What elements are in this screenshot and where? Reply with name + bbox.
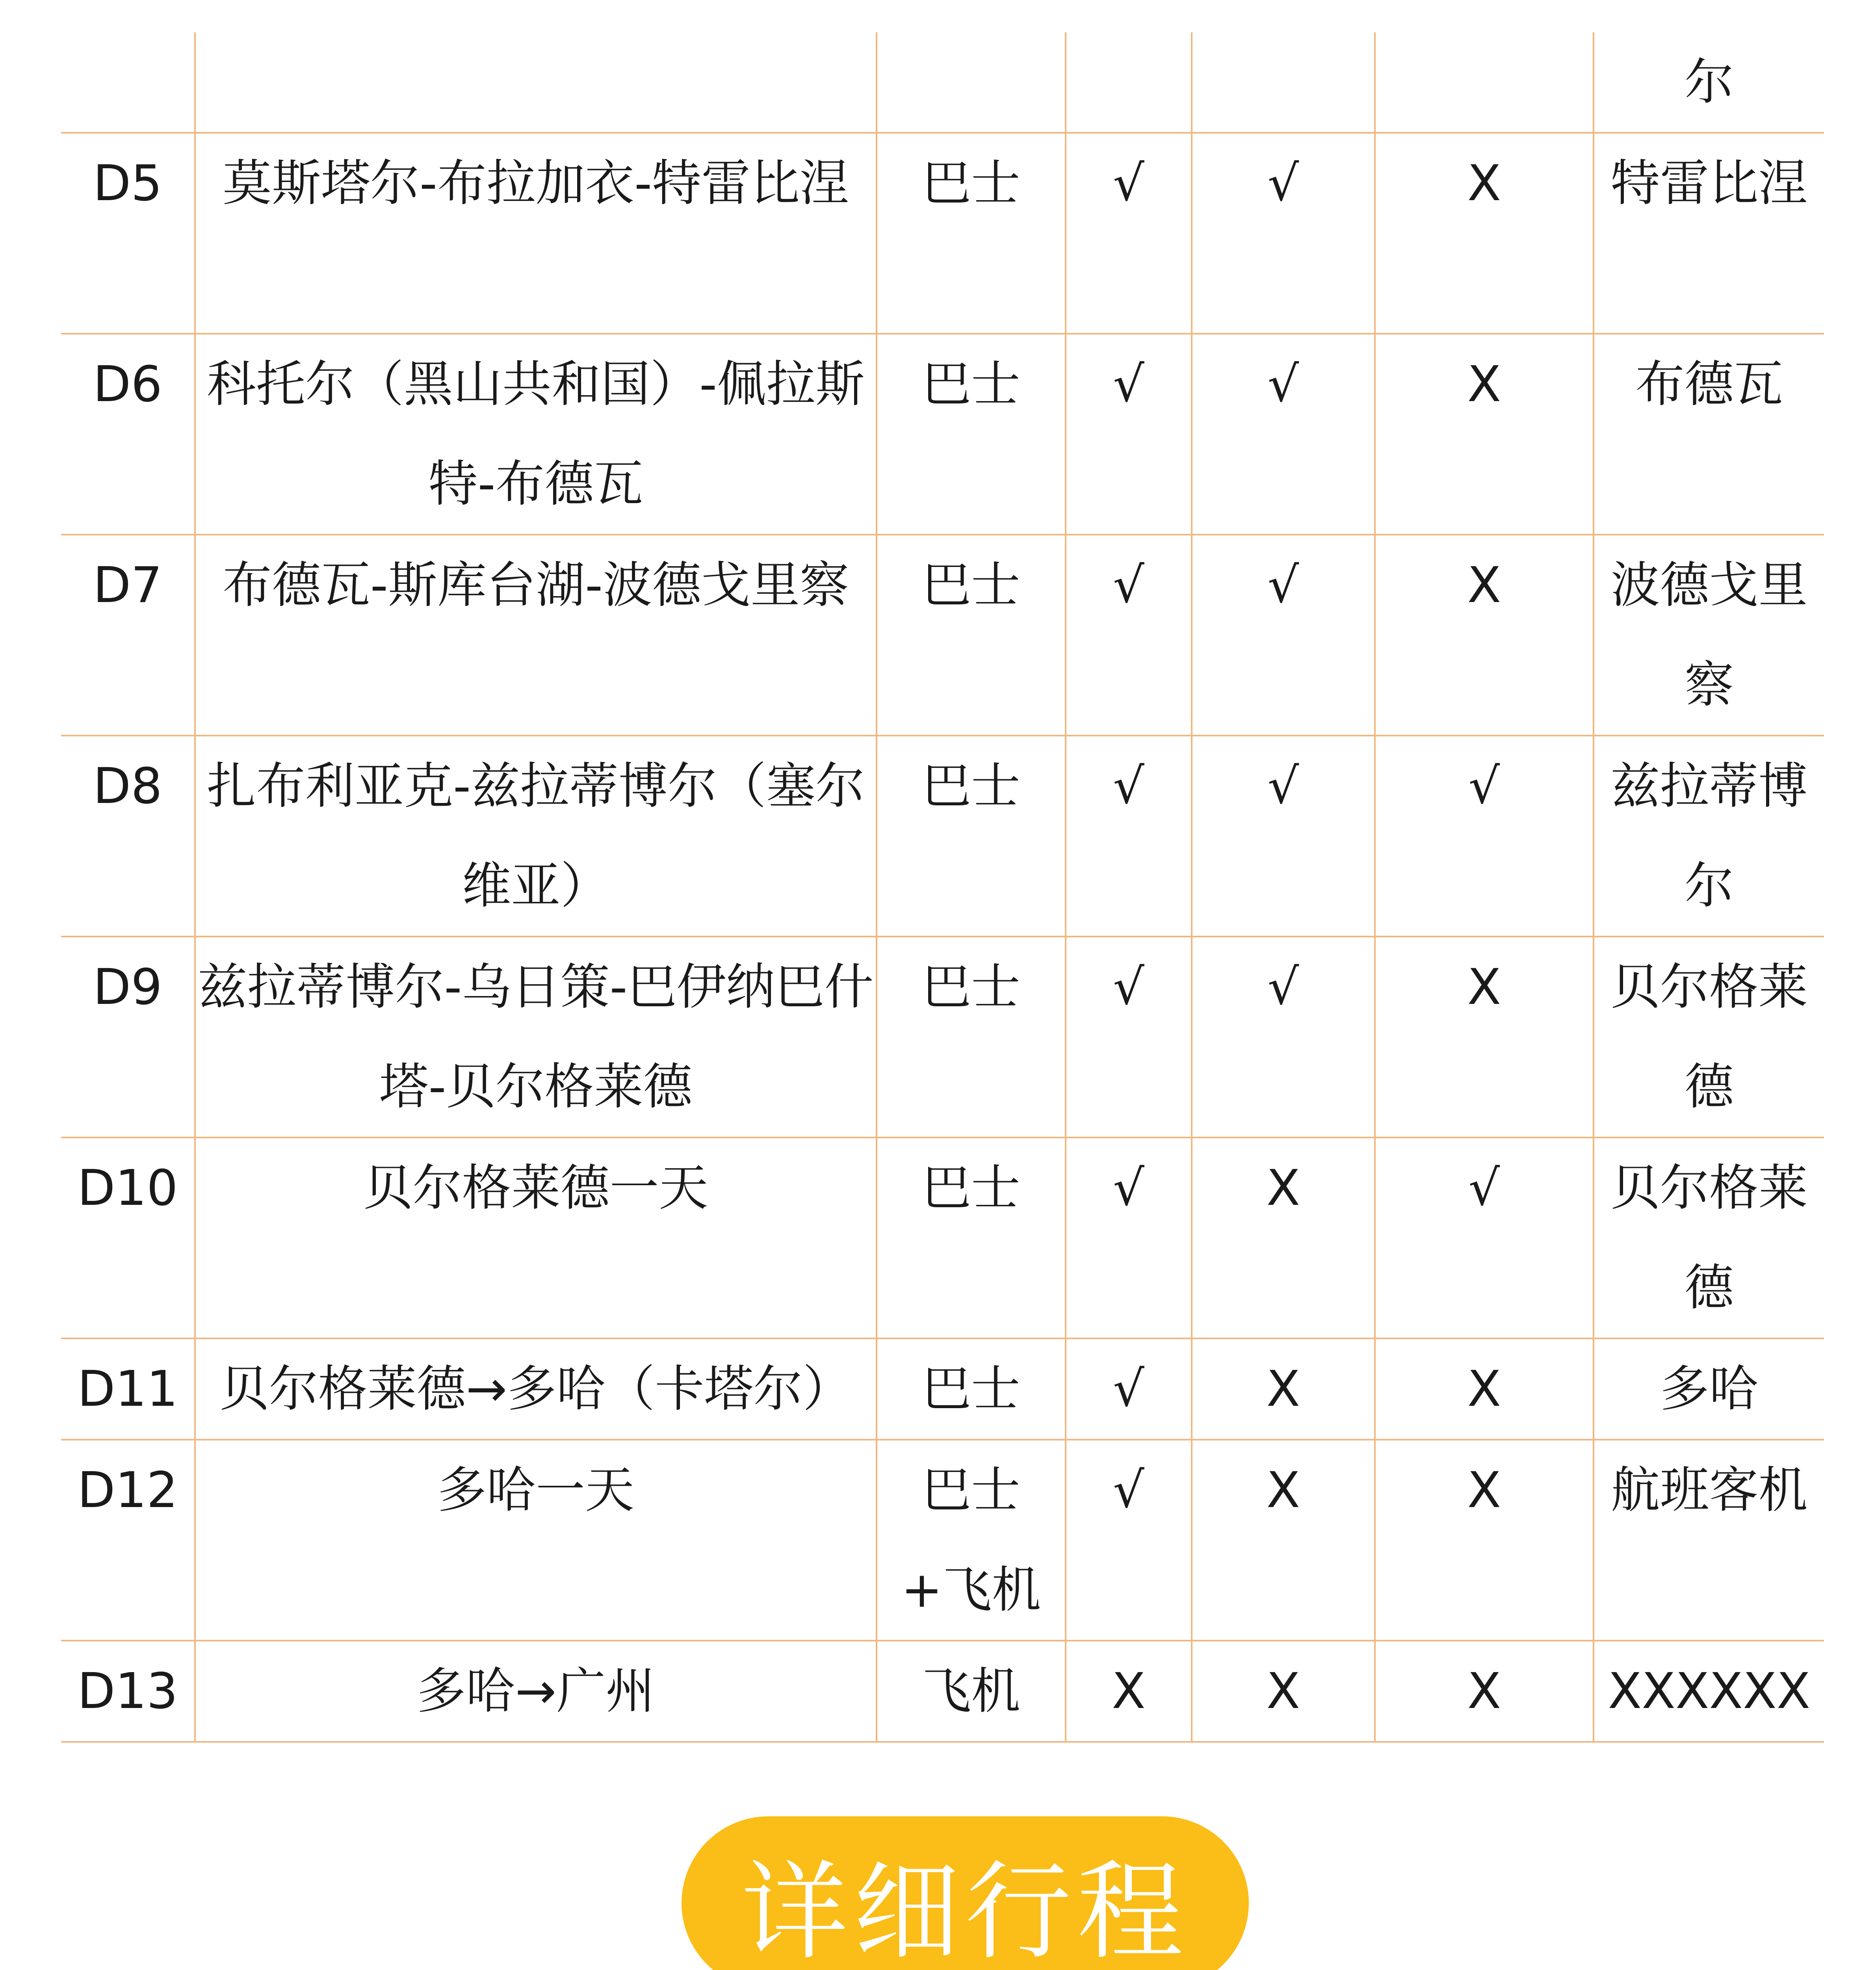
transport-cell: 巴士+飞机 bbox=[877, 1440, 1066, 1641]
dinner-cell: X bbox=[1375, 1338, 1594, 1440]
hotel-cell: 航班客机 bbox=[1594, 1440, 1824, 1641]
route-cell: 扎布利亚克-兹拉蒂博尔（塞尔维亚） bbox=[195, 736, 877, 937]
route-cell: 贝尔格莱德一天 bbox=[195, 1137, 877, 1338]
day-cell: D10 bbox=[61, 1137, 195, 1338]
lunch-cell bbox=[1192, 32, 1375, 133]
table-row bbox=[61, 937, 1824, 1137]
dinner-cell: X bbox=[1375, 133, 1594, 334]
hotel-cell: 贝尔格莱德 bbox=[1594, 937, 1824, 1137]
route-cell: 贝尔格莱德→多哈（卡塔尔） bbox=[195, 1338, 877, 1440]
breakfast-cell bbox=[1066, 32, 1192, 133]
dinner-cell bbox=[1375, 32, 1594, 133]
route-cell: 多哈一天 bbox=[195, 1440, 877, 1641]
dinner-cell: X bbox=[1375, 535, 1594, 736]
day-cell: D6 bbox=[61, 334, 195, 535]
hotel-cell: XXXXXX bbox=[1594, 1641, 1824, 1742]
hotel-cell: 特雷比涅 bbox=[1594, 133, 1824, 334]
day-cell: D5 bbox=[61, 133, 195, 334]
route-cell: 科托尔（黑山共和国）-佩拉斯特-布德瓦 bbox=[195, 334, 877, 535]
transport-cell: 巴士 bbox=[877, 535, 1066, 736]
dinner-cell: X bbox=[1375, 1641, 1594, 1742]
lunch-cell: √ bbox=[1192, 535, 1375, 736]
hotel-cell: 布德瓦 bbox=[1594, 334, 1824, 535]
breakfast-cell: √ bbox=[1066, 736, 1192, 937]
hotel-cell: 兹拉蒂博尔 bbox=[1594, 736, 1824, 937]
lunch-cell: X bbox=[1192, 1338, 1375, 1440]
table-row bbox=[61, 1338, 1824, 1440]
breakfast-cell: √ bbox=[1066, 133, 1192, 334]
breakfast-cell: √ bbox=[1066, 334, 1192, 535]
breakfast-cell: X bbox=[1066, 1641, 1192, 1742]
transport-cell: 巴士 bbox=[877, 1137, 1066, 1338]
route-cell: 莫斯塔尔-布拉加衣-特雷比涅 bbox=[195, 133, 877, 334]
route-cell: 兹拉蒂博尔-乌日策-巴伊纳巴什塔-贝尔格莱德 bbox=[195, 937, 877, 1137]
lunch-cell: √ bbox=[1192, 334, 1375, 535]
lunch-cell: X bbox=[1192, 1440, 1375, 1641]
breakfast-cell: √ bbox=[1066, 535, 1192, 736]
table-row bbox=[61, 32, 1824, 133]
transport-cell bbox=[877, 32, 1066, 133]
lunch-cell: √ bbox=[1192, 937, 1375, 1137]
dinner-cell: X bbox=[1375, 334, 1594, 535]
section-heading-pill bbox=[682, 1816, 1249, 1970]
transport-cell: 巴士 bbox=[877, 334, 1066, 535]
hotel-cell: 尔 bbox=[1594, 32, 1824, 133]
dinner-cell: X bbox=[1375, 1440, 1594, 1641]
table-row bbox=[61, 1641, 1824, 1742]
table-row bbox=[61, 133, 1824, 334]
day-cell: D7 bbox=[61, 535, 195, 736]
route-cell bbox=[195, 32, 877, 133]
lunch-cell: X bbox=[1192, 1641, 1375, 1742]
breakfast-cell: √ bbox=[1066, 937, 1192, 1137]
breakfast-cell: √ bbox=[1066, 1440, 1192, 1641]
breakfast-cell: √ bbox=[1066, 1338, 1192, 1440]
dinner-cell: X bbox=[1375, 937, 1594, 1137]
day-cell: D13 bbox=[61, 1641, 195, 1742]
lunch-cell: X bbox=[1192, 1137, 1375, 1338]
dinner-cell: √ bbox=[1375, 1137, 1594, 1338]
transport-cell: 巴士 bbox=[877, 736, 1066, 937]
lunch-cell: √ bbox=[1192, 736, 1375, 937]
day-cell: D11 bbox=[61, 1338, 195, 1440]
transport-cell: 巴士 bbox=[877, 1338, 1066, 1440]
breakfast-cell: √ bbox=[1066, 1137, 1192, 1338]
itinerary-table-body bbox=[61, 32, 1824, 1742]
day-cell: D8 bbox=[61, 736, 195, 937]
table-row bbox=[61, 535, 1824, 736]
day-cell: D9 bbox=[61, 937, 195, 1137]
transport-cell: 巴士 bbox=[877, 133, 1066, 334]
hotel-cell: 贝尔格莱德 bbox=[1594, 1137, 1824, 1338]
transport-cell: 飞机 bbox=[877, 1641, 1066, 1742]
day-cell: D12 bbox=[61, 1440, 195, 1641]
lunch-cell: √ bbox=[1192, 133, 1375, 334]
route-cell: 多哈→广州 bbox=[195, 1641, 877, 1742]
day-cell bbox=[61, 32, 195, 133]
table-row bbox=[61, 334, 1824, 535]
table-row bbox=[61, 1440, 1824, 1641]
hotel-cell: 波德戈里察 bbox=[1594, 535, 1824, 736]
itinerary-table bbox=[61, 32, 1824, 1743]
section-heading: 详细行程 bbox=[741, 1850, 1189, 1970]
transport-cell: 巴士 bbox=[877, 937, 1066, 1137]
hotel-cell: 多哈 bbox=[1594, 1338, 1824, 1440]
table-row bbox=[61, 1137, 1824, 1338]
route-cell: 布德瓦-斯库台湖-波德戈里察 bbox=[195, 535, 877, 736]
table-row bbox=[61, 736, 1824, 937]
dinner-cell: √ bbox=[1375, 736, 1594, 937]
